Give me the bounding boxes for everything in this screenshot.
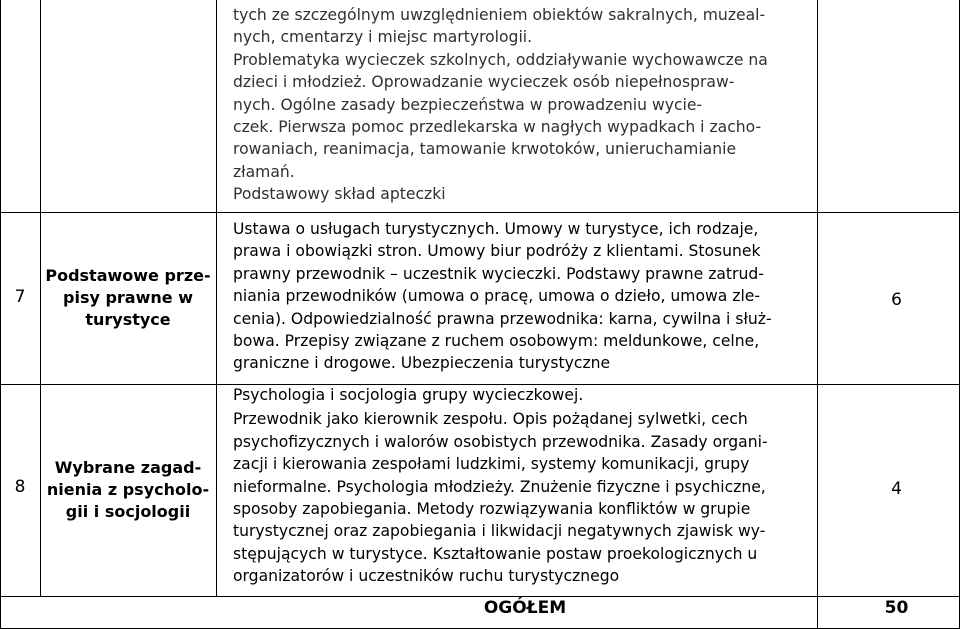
text-line: Przewodnik jako kierownik zespołu. Opis pożądanej sylwetki, cech: [233, 410, 748, 429]
row-divider-1: [0, 212, 960, 213]
text-line: Psychologia i socjologia grupy wycieczkowej.: [233, 386, 584, 404]
text-line: cenia). Odpowiedzialność prawna przewodnika: karna, cywilna i służ-: [233, 309, 772, 328]
row-0-description: [233, 4, 817, 206]
text-line: Podstawowy skład apteczki: [233, 185, 446, 204]
text-line: turystycznej oraz zapobiegania i likwidacji negatywnych zjawisk wy-: [233, 522, 766, 541]
column-divider-topic: [216, 0, 217, 597]
paragraph: [233, 183, 817, 205]
text-line: bowa. Przepisy związane z ruchem osobowym: meldunkowe, celne,: [233, 332, 760, 351]
row-8-description: [233, 384, 817, 588]
text-line: nych. Ogólne zasady bezpieczeństwa w prowadzeniu wycie-: [233, 95, 703, 114]
topic-line: nienia z psycholo-: [46, 480, 210, 499]
text-line: psychofizycznych i walorów osobistych przewodnika. Zasady organi-: [233, 432, 768, 451]
row-8-topic: [40, 457, 216, 523]
topic-line: pisy prawne w: [63, 288, 193, 307]
table-border-left: [0, 0, 1, 629]
paragraph: [233, 408, 817, 587]
row-divider-total: [0, 596, 960, 597]
row-7-number: 7: [14, 287, 26, 307]
text-line: nieformalne. Psychologia młodzieży. Znużenie fizyczne i psychiczne,: [233, 477, 766, 496]
total-label: OGÓŁEM: [483, 598, 567, 618]
text-line: czek. Pierwsza pomoc przedlekarska w nagłych wypadkach i zacho-: [233, 118, 762, 137]
row-7-topic: [40, 265, 216, 331]
paragraph: [233, 384, 817, 406]
text-line: sposoby zapobiegania. Metody rozwiązywania konfliktów w grupie: [233, 500, 751, 519]
row-8-number: 8: [14, 477, 26, 497]
text-line: prawny przewodnik – uczestnik wycieczki. Podstawy prawne zatrud-: [233, 264, 764, 283]
text-line: zacji i kierowania zespołami ludzkimi, systemy komunikacji, grupy: [233, 455, 750, 474]
topic-line: turystyce: [85, 310, 171, 329]
topic-line: gii i socjologii: [65, 502, 191, 521]
text-line: Problematyka wycieczek szkolnych, oddziaływanie wychowawcze na: [233, 50, 768, 69]
column-divider-description: [817, 0, 818, 629]
text-line: stępujących w turystyce. Kształtowanie postaw proekologicznych u: [233, 544, 758, 563]
text-line: organizatorów i uczestników ruchu turystycznego: [233, 567, 620, 586]
text-line: niania przewodników (umowa o pracę, umowa o dzieło, umowa zle-: [233, 287, 761, 306]
text-line: złamań.: [233, 162, 295, 181]
topic-line: Wybrane zagad-: [54, 458, 202, 477]
text-line: tych ze szczególnym uwzględnieniem obiektów sakralnych, muzeal-: [233, 6, 766, 24]
text-line: prawa i obowiązki stron. Umowy biur podróży z klientami. Stosunek: [233, 242, 761, 261]
paragraph: [233, 49, 817, 183]
text-line: graniczne i drogowe. Ubezpieczenia turystyczne: [233, 354, 611, 373]
text-line: Ustawa o usługach turystycznych. Umowy w turystyce, ich rodzaje,: [233, 220, 759, 238]
text-line: dzieci i młodzież. Oprowadzanie wycieczek osób niepełnospraw-: [233, 73, 735, 92]
text-line: rowaniach, reanimacja, tamowanie krwotoków, unieruchamianie: [233, 140, 737, 159]
row-7-hours: 6: [891, 290, 902, 310]
paragraph: [233, 218, 817, 375]
paragraph: [233, 4, 817, 49]
row-7-description: [233, 218, 817, 375]
row-8-hours: 4: [891, 479, 902, 499]
topic-line: Podstawowe prze-: [45, 266, 211, 285]
total-value: 50: [884, 598, 909, 618]
text-line: nych, cmentarzy i miejsc martyrologii.: [233, 28, 533, 47]
